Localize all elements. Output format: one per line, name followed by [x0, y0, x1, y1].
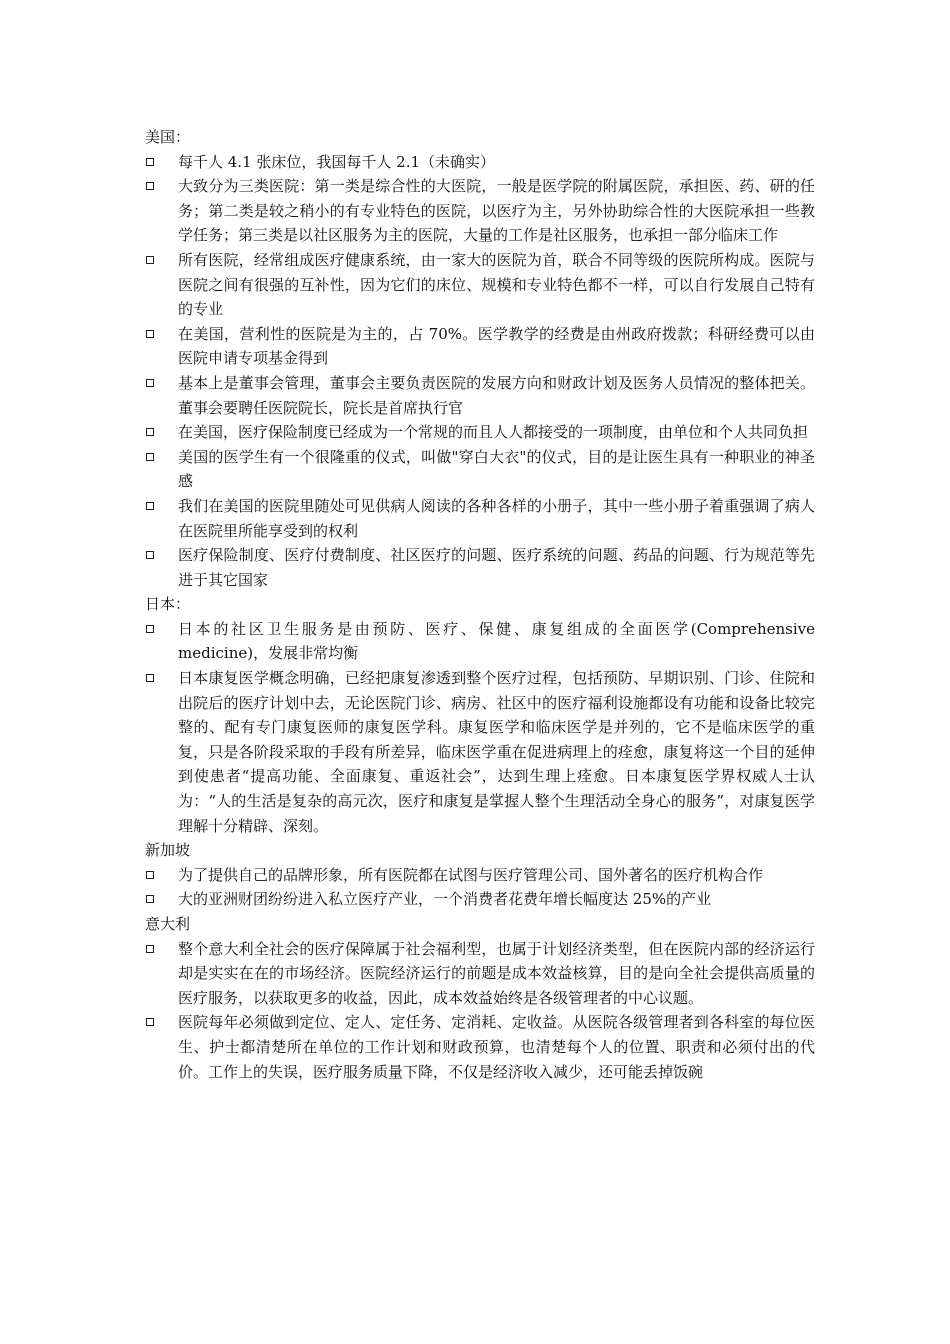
list-item: [145, 150, 815, 175]
section-usa: [145, 125, 815, 592]
list-item-text: 基本上是董事会管理，董事会主要负责医院的发展方向和财政计划及医务人员情况的整体把关。董事会要聘任医院院长，院长是首席执行官: [178, 373, 815, 417]
list-item: [145, 248, 815, 322]
square-bullet-icon: [146, 674, 154, 682]
list-item: [145, 887, 815, 912]
square-bullet-icon: [146, 502, 154, 510]
list-item: [145, 174, 815, 248]
list-item-text: 每千人 4.1 张床位，我国每千人 2.1（未确实）: [178, 152, 496, 171]
square-bullet-icon: [146, 158, 154, 166]
list-item-text: 日本的社区卫生服务是由预防、医疗、保健、康复组成的全面医学(Comprehensive medicine)，发展非常均衡: [178, 619, 815, 663]
list-item-text: 大的亚洲财团纷纷进入私立医疗产业，一个消费者花费年增长幅度达 25%的产业: [178, 890, 712, 909]
square-bullet-icon: [146, 256, 154, 264]
list-item: [145, 863, 815, 888]
list-item: [145, 494, 815, 543]
bullet-list: [145, 617, 815, 838]
square-bullet-icon: [146, 428, 154, 436]
bullet-list: [145, 863, 815, 912]
section-heading: 新加坡: [145, 841, 191, 860]
section-singapore: [145, 838, 815, 912]
list-item: [145, 617, 815, 666]
square-bullet-icon: [146, 182, 154, 190]
section-heading: 日本：: [145, 595, 191, 614]
square-bullet-icon: [146, 625, 154, 633]
square-bullet-icon: [146, 453, 154, 461]
square-bullet-icon: [146, 330, 154, 338]
list-item: [145, 445, 815, 494]
square-bullet-icon: [146, 551, 154, 559]
square-bullet-icon: [146, 871, 154, 879]
document-body: [145, 125, 815, 1084]
list-item-text: 为了提供自己的品牌形象，所有医院都在试图与医疗管理公司、国外著名的医疗机构合作: [178, 865, 764, 884]
bullet-list: [145, 937, 815, 1085]
section-japan: [145, 592, 815, 838]
section-heading: 美国：: [145, 128, 191, 146]
list-item-text: 所有医院，经常组成医疗健康系统，由一家大的医院为首，联合不同等级的医院所构成。医院与医院之间有很强的互补性，因为它们的床位、规模和专业特色都不一样，可以自行发展自己特有的专业: [178, 250, 815, 319]
list-item: [145, 1010, 815, 1084]
list-item: [145, 420, 815, 445]
square-bullet-icon: [146, 945, 154, 953]
list-item: [145, 322, 815, 371]
list-item: [145, 666, 815, 838]
section-italy: [145, 912, 815, 1084]
list-item: [145, 937, 815, 1011]
section-heading: 意大利: [145, 915, 191, 933]
square-bullet-icon: [146, 1018, 154, 1026]
list-item-text: 美国的医学生有一个很隆重的仪式，叫做"穿白大衣"的仪式，目的是让医生具有一种职业的神圣感: [178, 447, 815, 491]
bullet-list: [145, 150, 815, 593]
list-item-text: 大致分为三类医院：第一类是综合性的大医院，一般是医学院的附属医院，承担医、药、研的任务；第二类是较之稍小的有专业特色的医院，以医疗为主，另外协助综合性的大医院承担一些教学任务；第三类是以社区服务为主的医院，大量的工作是社区服务，也承担一部分临床工作: [178, 177, 815, 245]
square-bullet-icon: [146, 895, 154, 903]
square-bullet-icon: [146, 379, 154, 387]
list-item-text: 在美国，营利性的医院是为主的，占 70%。医学教学的经费是由州政府拨款；科研经费可以由医院申请专项基金得到: [178, 324, 815, 368]
list-item: [145, 543, 815, 592]
list-item-text: 医院每年必须做到定位、定人、定任务、定消耗、定收益。从医院各级管理者到各科室的每位医生、护士都清楚所在单位的工作计划和财政预算，也清楚每个人的位置、职责和必须付出的代价。工作上的失误，医疗服务质量下降，不仅是经济收入减少，还可能丢掉饭碗: [178, 1013, 815, 1081]
list-item-text: 整个意大利全社会的医疗保障属于社会福利型，也属于计划经济类型，但在医院内部的经济运行却是实实在在的市场经济。医院经济运行的前题是成本效益核算，目的是向全社会提供高质量的医疗服务，以获取更多的收益，因此，成本效益始终是各级管理者的中心议题。: [178, 939, 815, 1007]
list-item-text: 日本康复医学概念明确，已经把康复渗透到整个医疗过程，包括预防、早期识别、门诊、住院和出院后的医疗计划中去，无论医院门诊、病房、社区中的医疗福利设施都设有功能和设备比较完整的、配有专门康复医师的康复医学科。康复医学和临床医学是并列的，它不是临床医学的重复，只是各阶段采取的手段有所差异，临床医学重在促进病理上的痊愈，康复将这一个目的延伸到使患者“提高功能、全面康复、重返社会”，达到生理上痊愈。日本康复医学界权威人士认为：“人的生活是复杂的高元次，医疗和康复是掌握人整个生理活动全身心的服务”，对康复医学理解十分精辟、深刻。: [178, 669, 815, 835]
list-item-text: 我们在美国的医院里随处可见供病人阅读的各种各样的小册子，其中一些小册子着重强调了病人在医院里所能享受到的权利: [178, 496, 815, 540]
list-item: [145, 371, 815, 420]
list-item-text: 医疗保险制度、医疗付费制度、社区医疗的问题、医疗系统的问题、药品的问题、行为规范等先进于其它国家: [178, 546, 815, 589]
list-item-text: 在美国，医疗保险制度已经成为一个常规的而且人人都接受的一项制度，由单位和个人共同负担: [178, 423, 809, 442]
